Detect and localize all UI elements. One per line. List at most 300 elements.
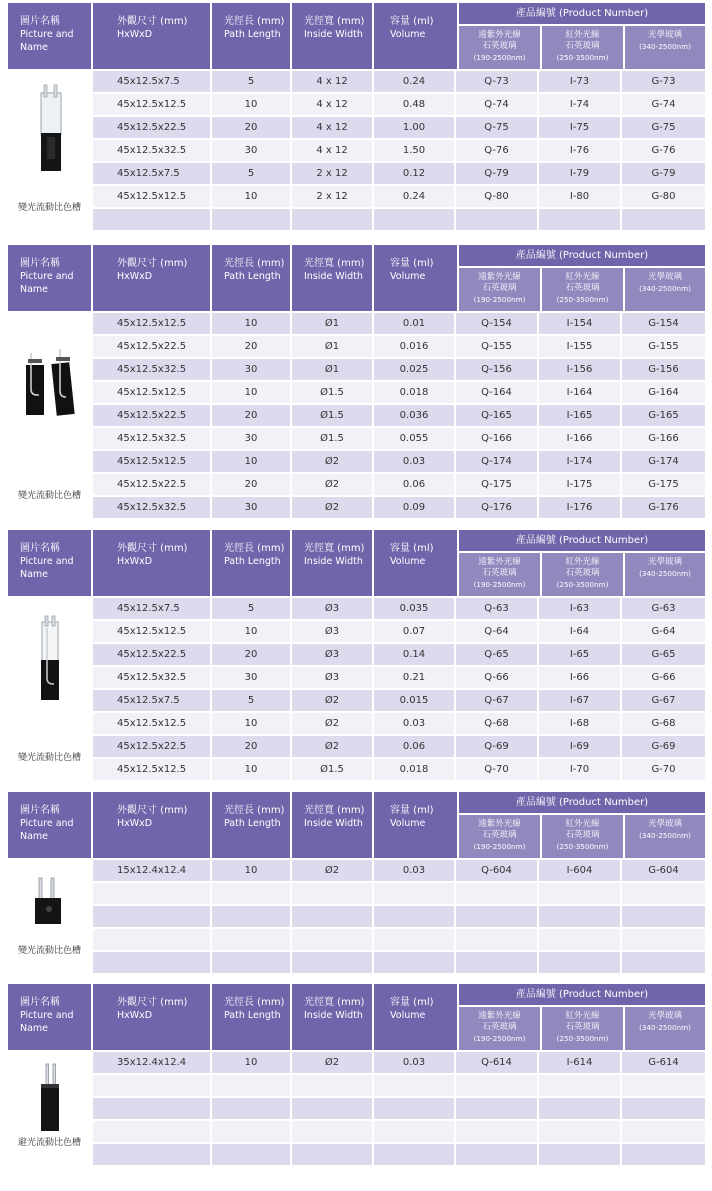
product-q-cell: Q-64 [456,621,537,642]
table-row [93,1098,705,1119]
product-caption: 變光流動比色槽 [17,946,81,956]
product-q-cell: Q-604 [456,860,537,881]
dimensions-cell: 45x12.5x12.5 [93,186,210,207]
path-length-cell [212,883,290,904]
product-i-cell: I-74 [539,94,620,115]
header-uv-quartz [459,815,540,858]
dimensions-cell: 45x12.5x7.5 [93,690,210,711]
volume-cell [374,952,454,973]
header-sub-label: 遠紫外光線 [478,272,521,282]
product-q-cell [456,1144,537,1165]
product-g-cell [622,906,705,927]
header-label-en: Path Length [224,556,281,567]
product-i-cell: I-76 [539,140,620,161]
header-sub-label: 紅外光線 [565,557,600,567]
product-g-cell: G-63 [622,598,705,619]
product-q-cell: Q-68 [456,713,537,734]
path-length-cell: 30 [212,428,290,449]
product-g-cell [622,883,705,904]
header-sub-label: 光學玻璃 [647,557,682,567]
header-label-en: Inside Width [304,818,363,829]
product-i-cell [539,1075,620,1096]
header-label-zh: 光徑長 (mm) [224,543,285,554]
volume-cell: 0.015 [374,690,454,711]
dimensions-cell [93,952,210,973]
table-row [93,906,705,927]
product-q-cell: Q-73 [456,71,537,92]
table-row [93,163,705,184]
inside-width-cell: Ø2 [292,860,372,881]
product-i-cell [539,906,620,927]
header-label-zh: 光徑寬 (mm) [304,543,365,554]
volume-cell: 0.016 [374,336,454,357]
table-row [93,1121,705,1142]
dimensions-cell: 45x12.5x7.5 [93,598,210,619]
inside-width-cell [292,1098,372,1119]
table-row [93,474,705,495]
product-q-cell: Q-174 [456,451,537,472]
volume-cell: 0.07 [374,621,454,642]
product-g-cell: G-74 [622,94,705,115]
product-g-cell: G-164 [622,382,705,403]
product-g-cell [622,1075,705,1096]
header-label-zh: 容量 (ml) [390,997,434,1008]
path-length-cell: 5 [212,163,290,184]
product-g-cell: G-76 [622,140,705,161]
header-sub-label: (340-2500nm) [639,1023,691,1032]
product-q-cell: Q-75 [456,117,537,138]
header-sub-label: (340-2500nm) [639,284,691,293]
header-label-en: Inside Width [304,29,363,40]
header-sub-label: 紅外光線 [565,819,600,829]
product-i-cell: I-79 [539,163,620,184]
inside-width-cell [292,1121,372,1142]
header-sub-label: 石英玻璃 [565,283,600,293]
table-row [93,209,705,230]
header-sub-label: (340-2500nm) [639,42,691,51]
inside-width-cell: Ø1.5 [292,382,372,403]
dimensions-cell: 45x12.5x22.5 [93,474,210,495]
header-label-zh: 外觀尺寸 (mm) [117,16,188,27]
inside-width-cell: 4 x 12 [292,94,372,115]
header-product-number: 產品編號 (Product Number) [459,792,705,813]
header-sub-label: (340-2500nm) [639,569,691,578]
table-header [8,984,705,1050]
volume-cell: 0.018 [374,382,454,403]
header-label-zh: 外觀尺寸 (mm) [117,543,188,554]
product-i-cell [539,952,620,973]
header-sub-label: (250-3500nm) [556,295,609,304]
product-g-cell: G-70 [622,759,705,780]
product-caption: 變光流動比色槽 [17,491,81,501]
path-length-cell [212,1098,290,1119]
header-ir-quartz [542,553,623,596]
header-sub-label: (250-3500nm) [556,842,609,851]
product-i-cell: I-65 [539,644,620,665]
product-i-cell: I-166 [539,428,620,449]
product-g-cell: G-165 [622,405,705,426]
header-sub-label: 石英玻璃 [565,1022,600,1032]
path-length-cell: 10 [212,759,290,780]
header-label-zh: 光徑長 (mm) [224,16,285,27]
table-row [93,405,705,426]
product-i-cell: I-80 [539,186,620,207]
inside-width-cell: Ø3 [292,621,372,642]
table-row [93,621,705,642]
product-q-cell: Q-67 [456,690,537,711]
header-inside-width [292,792,372,858]
dimensions-cell: 45x12.5x32.5 [93,667,210,688]
header-volume [374,792,457,858]
volume-cell [374,209,454,230]
path-length-cell: 10 [212,313,290,334]
path-length-cell [212,929,290,950]
product-i-cell [539,883,620,904]
product-i-cell: I-175 [539,474,620,495]
header-ir-quartz [542,815,623,858]
header-sub-label: 遠紫外光線 [478,557,521,567]
table-row [93,883,705,904]
header-path-length [212,3,290,69]
path-length-cell: 20 [212,474,290,495]
product-i-cell: I-155 [539,336,620,357]
product-i-cell: I-75 [539,117,620,138]
dimensions-cell: 45x12.5x22.5 [93,336,210,357]
product-q-cell: Q-155 [456,336,537,357]
product-g-cell: G-69 [622,736,705,757]
dimensions-cell [93,209,210,230]
header-label-en: Volume [390,818,426,829]
header-sub-label: (250-3500nm) [556,1034,609,1043]
dimensions-cell: 45x12.5x32.5 [93,359,210,380]
header-sub-label: 石英玻璃 [482,283,517,293]
table-row [93,929,705,950]
dimensions-cell: 45x12.5x7.5 [93,163,210,184]
table-row [93,667,705,688]
path-length-cell: 20 [212,336,290,357]
path-length-cell: 30 [212,140,290,161]
table-row [93,736,705,757]
product-g-cell: G-154 [622,313,705,334]
product-q-cell: Q-65 [456,644,537,665]
product-g-cell: G-174 [622,451,705,472]
path-length-cell: 10 [212,1052,290,1073]
header-sub-label: 遠紫外光線 [478,1011,521,1021]
volume-cell [374,1144,454,1165]
header-label-zh: 圖片名稱 [20,805,60,816]
volume-cell: 0.24 [374,71,454,92]
header-label-en: Inside Width [304,271,363,282]
header-product-number: 產品編號 (Product Number) [459,984,705,1005]
volume-cell [374,883,454,904]
volume-cell: 0.03 [374,451,454,472]
table-row [93,140,705,161]
flow-cuvette-image [8,71,91,196]
header-path-length [212,792,290,858]
product-i-cell: I-614 [539,1052,620,1073]
header-optical-glass [625,1007,705,1050]
product-q-cell [456,906,537,927]
header-sub-label: (190-2500nm) [473,842,526,851]
product-table [8,245,705,520]
table-row [93,952,705,973]
header-label-en: HxWxD [117,818,153,829]
product-table [8,792,705,975]
inside-width-cell: Ø3 [292,598,372,619]
dimensions-cell [93,1075,210,1096]
header-label-en: Name [20,42,49,53]
dimensions-cell: 45x12.5x32.5 [93,497,210,518]
product-g-cell [622,1144,705,1165]
product-g-cell: G-156 [622,359,705,380]
product-i-cell [539,929,620,950]
product-q-cell: Q-80 [456,186,537,207]
inside-width-cell: Ø1 [292,313,372,334]
header-uv-quartz [459,26,540,69]
product-image-cell [8,71,91,232]
product-i-cell: I-66 [539,667,620,688]
product-i-cell: I-68 [539,713,620,734]
dimensions-cell [93,929,210,950]
header-inside-width [292,530,372,596]
dimensions-cell [93,906,210,927]
dimensions-cell: 45x12.5x22.5 [93,117,210,138]
product-q-cell: Q-156 [456,359,537,380]
header-picture-name [8,245,91,311]
inside-width-cell [292,1144,372,1165]
product-i-cell: I-64 [539,621,620,642]
product-i-cell: I-174 [539,451,620,472]
path-length-cell [212,1075,290,1096]
product-q-cell [456,1098,537,1119]
header-path-length [212,245,290,311]
header-label-zh: 光徑寬 (mm) [304,805,365,816]
volume-cell: 0.035 [374,598,454,619]
table-row [93,336,705,357]
dimensions-cell: 45x12.5x12.5 [93,713,210,734]
header-label-en: Volume [390,29,426,40]
product-i-cell: I-176 [539,497,620,518]
flow-cuvette-image [8,313,91,484]
path-length-cell: 20 [212,405,290,426]
volume-cell: 0.48 [374,94,454,115]
dimensions-cell: 45x12.5x12.5 [93,382,210,403]
inside-width-cell: Ø1 [292,359,372,380]
dimensions-cell: 35x12.4x12.4 [93,1052,210,1073]
product-g-cell: G-75 [622,117,705,138]
product-table [8,984,705,1167]
volume-cell: 0.12 [374,163,454,184]
product-image-cell [8,598,91,782]
product-g-cell: G-64 [622,621,705,642]
dimensions-cell [93,1121,210,1142]
header-uv-quartz [459,553,540,596]
product-i-cell [539,209,620,230]
inside-width-cell [292,209,372,230]
header-ir-quartz [542,268,623,311]
header-label-zh: 圖片名稱 [20,258,60,269]
inside-width-cell: Ø2 [292,451,372,472]
path-length-cell: 10 [212,860,290,881]
header-sub-label: 遠紫外光線 [478,30,521,40]
flow-cuvette-image [8,1052,91,1131]
product-i-cell: I-604 [539,860,620,881]
header-label-zh: 光徑寬 (mm) [304,997,365,1008]
inside-width-cell: Ø2 [292,497,372,518]
flow-cuvette-image [8,860,91,939]
header-sub-label: 紅外光線 [565,30,600,40]
header-label-en: Picture and [20,556,74,567]
path-length-cell [212,952,290,973]
header-sub-label: (190-2500nm) [473,580,526,589]
product-q-cell: Q-70 [456,759,537,780]
product-caption: 避光流動比色槽 [17,1138,81,1148]
table-row [93,860,705,881]
path-length-cell: 10 [212,621,290,642]
volume-cell [374,929,454,950]
product-g-cell: G-176 [622,497,705,518]
path-length-cell: 30 [212,497,290,518]
header-label-zh: 光徑寬 (mm) [304,16,365,27]
path-length-cell: 30 [212,667,290,688]
volume-cell: 0.06 [374,736,454,757]
inside-width-cell: 4 x 12 [292,117,372,138]
volume-cell: 0.06 [374,474,454,495]
inside-width-cell: Ø1 [292,336,372,357]
table-row [93,690,705,711]
header-product-number: 產品編號 (Product Number) [459,3,705,24]
inside-width-cell: Ø2 [292,690,372,711]
volume-cell: 0.21 [374,667,454,688]
header-sub-label: (250-3500nm) [556,580,609,589]
product-q-cell: Q-69 [456,736,537,757]
header-sub-label: 石英玻璃 [565,830,600,840]
header-label-en: Volume [390,556,426,567]
inside-width-cell: Ø2 [292,736,372,757]
product-g-cell: G-166 [622,428,705,449]
product-g-cell: G-79 [622,163,705,184]
table-row [93,598,705,619]
header-label-zh: 圖片名稱 [20,543,60,554]
path-length-cell: 10 [212,713,290,734]
header-picture-name [8,984,91,1050]
dimensions-cell: 45x12.5x12.5 [93,94,210,115]
product-g-cell: G-65 [622,644,705,665]
table-row [93,759,705,780]
header-ir-quartz [542,26,623,69]
header-sub-label: (340-2500nm) [639,831,691,840]
flow-cuvette-image [8,598,91,746]
header-label-en: HxWxD [117,271,153,282]
product-i-cell [539,1098,620,1119]
product-i-cell: I-156 [539,359,620,380]
product-q-cell: Q-166 [456,428,537,449]
volume-cell: 0.03 [374,860,454,881]
product-q-cell: Q-154 [456,313,537,334]
product-q-cell: Q-79 [456,163,537,184]
product-g-cell [622,209,705,230]
header-sub-label: 光學玻璃 [647,30,682,40]
volume-cell: 1.50 [374,140,454,161]
header-volume [374,3,457,69]
table-header [8,245,705,311]
inside-width-cell [292,929,372,950]
inside-width-cell: 4 x 12 [292,140,372,161]
product-image-cell [8,313,91,520]
header-label-zh: 容量 (ml) [390,543,434,554]
product-i-cell: I-63 [539,598,620,619]
product-q-cell [456,1121,537,1142]
header-label-en: Inside Width [304,556,363,567]
header-label-en: Picture and [20,29,74,40]
header-dimensions [93,245,210,311]
volume-cell [374,1098,454,1119]
product-q-cell: Q-176 [456,497,537,518]
product-i-cell [539,1144,620,1165]
path-length-cell [212,1144,290,1165]
product-i-cell: I-69 [539,736,620,757]
volume-cell: 0.018 [374,759,454,780]
header-label-zh: 光徑長 (mm) [224,997,285,1008]
dimensions-cell: 45x12.5x12.5 [93,313,210,334]
header-label-zh: 容量 (ml) [390,258,434,269]
inside-width-cell: Ø2 [292,474,372,495]
header-path-length [212,530,290,596]
header-sub-label: 石英玻璃 [565,41,600,51]
header-optical-glass [625,815,705,858]
header-label-zh: 外觀尺寸 (mm) [117,805,188,816]
header-label-en: HxWxD [117,1010,153,1021]
header-product-number: 產品編號 (Product Number) [459,530,705,551]
dimensions-cell: 45x12.5x12.5 [93,759,210,780]
header-label-en: Name [20,569,49,580]
header-sub-label: (190-2500nm) [473,295,526,304]
path-length-cell: 10 [212,451,290,472]
path-length-cell: 5 [212,598,290,619]
product-image-cell [8,860,91,975]
header-path-length [212,984,290,1050]
header-uv-quartz [459,1007,540,1050]
header-product-number: 產品編號 (Product Number) [459,245,705,266]
dimensions-cell: 45x12.5x22.5 [93,644,210,665]
path-length-cell: 10 [212,94,290,115]
header-sub-label: 紅外光線 [565,1011,600,1021]
header-sub-label: 光學玻璃 [647,272,682,282]
table-row [93,1144,705,1165]
header-label-en: Path Length [224,29,281,40]
header-sub-label: (190-2500nm) [473,1034,526,1043]
table-row [93,382,705,403]
product-table [8,530,705,782]
path-length-cell: 5 [212,71,290,92]
volume-cell: 0.03 [374,1052,454,1073]
header-dimensions [93,792,210,858]
product-q-cell: Q-165 [456,405,537,426]
inside-width-cell: 2 x 12 [292,186,372,207]
header-label-zh: 外觀尺寸 (mm) [117,258,188,269]
header-dimensions [93,530,210,596]
path-length-cell [212,1121,290,1142]
product-q-cell [456,883,537,904]
inside-width-cell: Ø3 [292,644,372,665]
inside-width-cell: 2 x 12 [292,163,372,184]
path-length-cell: 20 [212,117,290,138]
product-caption: 變光流動比色槽 [17,753,81,763]
dimensions-cell [93,1098,210,1119]
path-length-cell: 5 [212,690,290,711]
path-length-cell: 10 [212,186,290,207]
volume-cell: 1.00 [374,117,454,138]
